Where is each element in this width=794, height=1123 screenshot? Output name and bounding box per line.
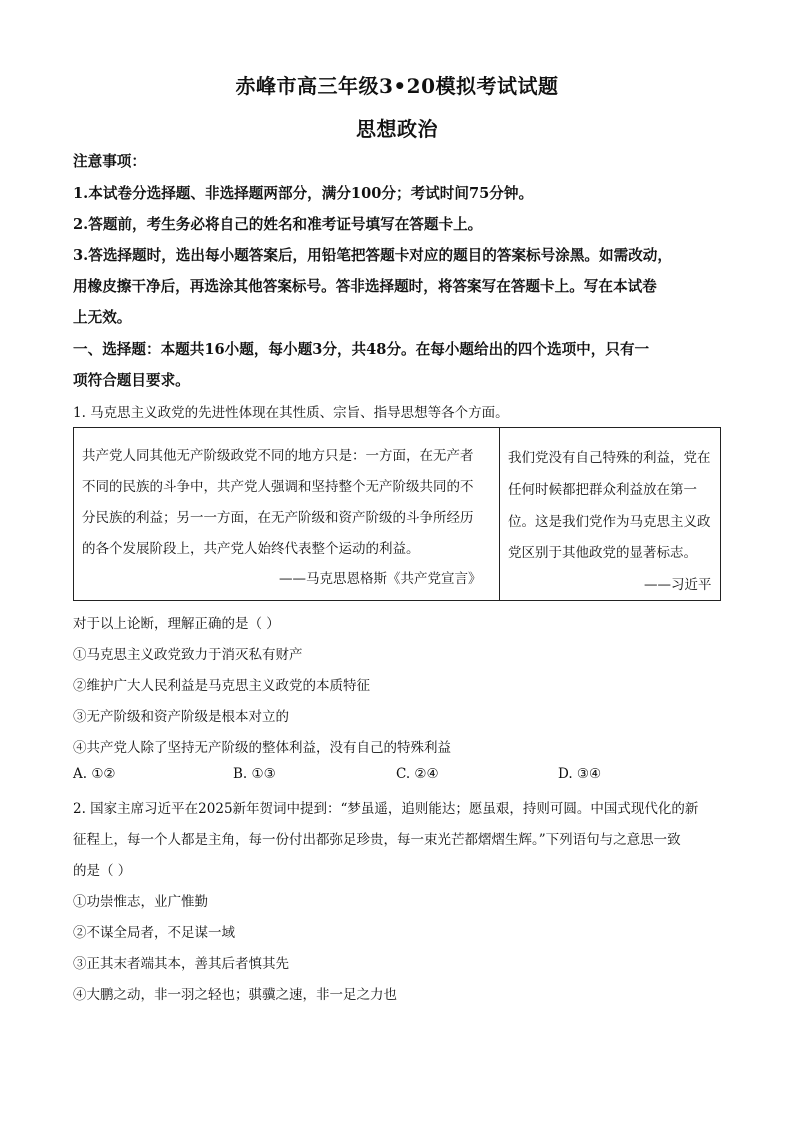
note-item-3-line-2: 用橡皮擦干净后，再选涂其他答案标号。答非选择题时，将答案写在答题卡上。写在本试卷 bbox=[73, 278, 657, 295]
q2-stem-line-1: 2. 国家主席习近平在2025新年贺词中提到：“梦虽遥，追则能达；愿虽艰，持则可圆。中国式现代化的新 bbox=[73, 801, 699, 817]
q1-statement-1: ①马克思主义政党致力于消灭私有财产 bbox=[73, 647, 303, 663]
q2-stem-line-3: 的是（ ） bbox=[73, 863, 132, 879]
q1-statement-2: ②维护广大人民利益是马克思主义政党的本质特征 bbox=[73, 678, 370, 694]
left-quote-source: ——马克思恩格斯《共产党宣言》 bbox=[279, 571, 482, 587]
subject-title: 思想政治 bbox=[356, 117, 438, 141]
note-item-2: 2.答题前，考生务必将自己的姓名和准考证号填写在答题卡上。 bbox=[73, 216, 483, 233]
q1-option-d[interactable]: D. ③④ bbox=[558, 766, 602, 782]
note-item-3-line-1: 3.答选择题时，选出每小题答案后，用铅笔把答题卡对应的题目的答案标号涂黑。如需改动， bbox=[73, 247, 672, 264]
note-item-3-line-3: 上无效。 bbox=[73, 309, 132, 326]
q2-statement-2: ②不谋全局者，不足谋一域 bbox=[73, 925, 235, 941]
q1-question: 对于以上论断，理解正确的是（ ） bbox=[73, 616, 280, 632]
left-quote-line: 分民族的利益；另一一方面，在无产阶级和资产阶级的斗争所经历 bbox=[82, 510, 474, 526]
left-quote-line: 的各个发展阶段上，共产党人始终代表整个运动的利益。 bbox=[82, 541, 420, 557]
right-quote-line: 位。这是我们党作为马克思主义政 bbox=[508, 514, 711, 530]
right-quote-line: 党区别于其他政党的显著标志。 bbox=[508, 545, 697, 561]
q1-option-a[interactable]: A. ①② bbox=[73, 766, 116, 782]
note-item-1: 1.本试卷分选择题、非选择题两部分，满分100分；考试时间75分钟。 bbox=[73, 185, 534, 202]
section-heading-line-1: 一、选择题：本题共16小题，每小题3分，共48分。在每小题给出的四个选项中，只有一 bbox=[73, 341, 650, 358]
q2-statement-4: ④大鹏之动，非一羽之轻也；骐骥之速，非一足之力也 bbox=[73, 987, 397, 1003]
q2-statement-3: ③正其末者端其本，善其后者慎其先 bbox=[73, 956, 289, 972]
q1-stem: 1. 马克思主义政党的先进性体现在其性质、宗旨、指导思想等各个方面。 bbox=[73, 405, 509, 421]
quote-divider bbox=[499, 428, 500, 600]
q1-quote-table bbox=[73, 427, 721, 601]
q1-statement-3: ③无产阶级和资产阶级是根本对立的 bbox=[73, 709, 289, 725]
q1-statement-4: ④共产党人除了坚持无产阶级的整体利益，没有自己的特殊利益 bbox=[73, 740, 451, 756]
right-quote-source: ——习近平 bbox=[644, 577, 712, 593]
right-quote-line: 任何时候都把群众利益放在第一 bbox=[508, 482, 697, 498]
q2-statement-1: ①功崇惟志，业广惟勤 bbox=[73, 894, 208, 910]
q1-option-c[interactable]: C. ②④ bbox=[396, 766, 439, 782]
section-heading-line-2: 项符合题目要求。 bbox=[73, 372, 190, 389]
notes-heading: 注意事项： bbox=[73, 153, 146, 170]
q1-option-b[interactable]: B. ①③ bbox=[233, 766, 276, 782]
left-quote-line: 共产党人同其他无产阶级政党不同的地方只是：一方面，在无产者 bbox=[82, 448, 474, 464]
q2-stem-line-2: 征程上，每一个人都是主角，每一份付出都弥足珍贵，每一束光芒都熠熠生辉。”下列语句与之意思一致 bbox=[73, 832, 681, 848]
right-quote-line: 我们党没有自己特殊的利益，党在 bbox=[508, 450, 711, 466]
left-quote-line: 不同的民族的斗争中，共产党人强调和坚持整个无产阶级共同的不 bbox=[82, 479, 474, 495]
exam-title: 赤峰市高三年级3•20模拟考试试题 bbox=[235, 74, 559, 98]
